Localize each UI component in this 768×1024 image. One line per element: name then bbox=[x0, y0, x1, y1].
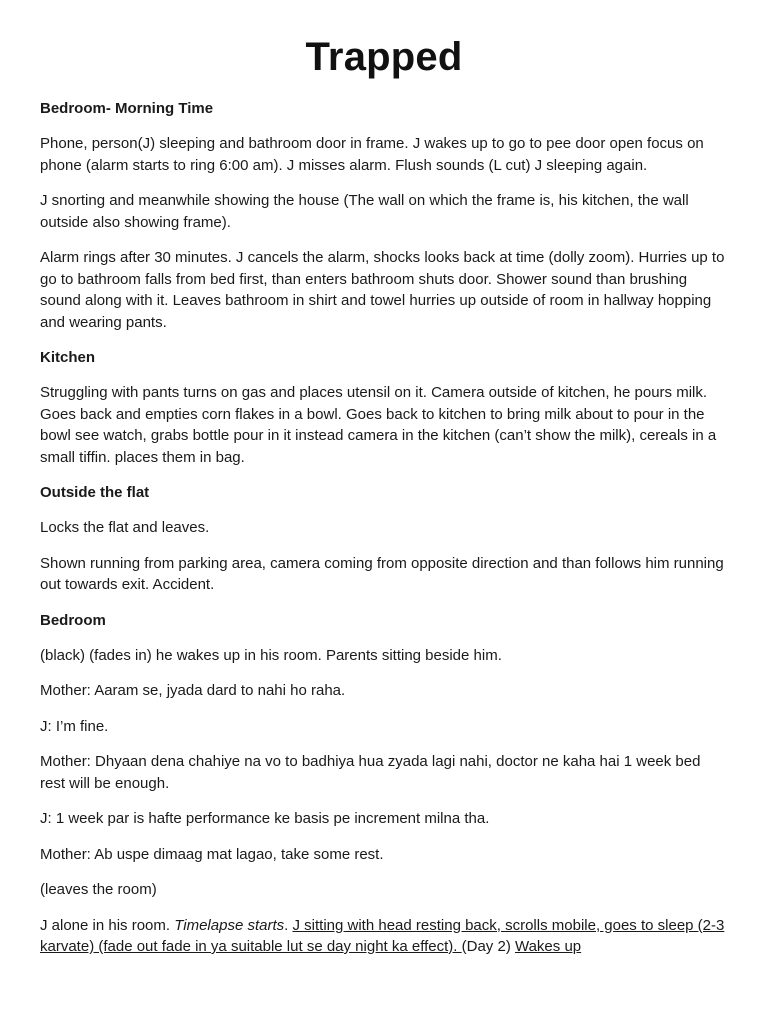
paragraph-6: Shown running from parking area, camera coming from opposite direction and than follows him running out towards exit. Accident. bbox=[40, 554, 724, 593]
scene-heading-outside-flat: Outside the flat bbox=[40, 484, 150, 501]
dialogue-mother-2: Mother: Dhyaan dena chahiye na vo to badhiya hua zyada lagi nahi, doctor ne kaha hai 1 week bed rest will be enough. bbox=[40, 753, 701, 792]
last-text-underlined-2: Wakes up bbox=[514, 938, 582, 955]
last-text-1: J alone in his room. bbox=[40, 916, 175, 934]
paragraph-5: Locks the flat and leaves. bbox=[40, 519, 210, 536]
paragraph-7: (black) (fades in) he wakes up in his room. Parents sitting beside him. bbox=[40, 646, 502, 664]
paragraph-last bbox=[40, 915, 728, 958]
paragraph-1: Phone, person(J) sleeping and bathroom door in frame. J wakes up to go to pee door open focus on phone (alarm starts to ring 6:00 am). J misses alarm. Flush sounds (L cut) J sleeping again. bbox=[40, 135, 704, 174]
stage-direction-leaves: (leaves the room) bbox=[40, 881, 157, 898]
paragraph-3: Alarm rings after 30 minutes. J cancels the alarm, shocks looks back at time (dolly zoom). Hurries up to go to bathroom falls from bed first, than enters bathroom shuts door. Shower sound than brushing sound along with it. Leaves bathroom in shirt and towel hurries up outside of room in hallway hopping and wearing pants. bbox=[40, 249, 725, 331]
paragraph-2: J snorting and meanwhile showing the house (The wall on which the frame is, his kitchen, the wall outside also showing frame). bbox=[40, 192, 689, 231]
scene-heading-bedroom-morning: Bedroom- Morning Time bbox=[40, 100, 214, 117]
dialogue-mother-3: Mother: Ab uspe dimaag mat lagao, take some rest. bbox=[40, 845, 384, 863]
dialogue-mother-1: Mother: Aaram se, jyada dard to nahi ho raha. bbox=[40, 682, 346, 699]
dialogue-j-1: J: I’m fine. bbox=[40, 717, 109, 735]
dialogue-j-2: J: 1 week par is hafte performance ke basis pe increment milna tha. bbox=[40, 810, 490, 827]
scene-heading-bedroom: Bedroom bbox=[40, 611, 106, 629]
last-text-underlined-1: J sitting with head resting back, scrolls mobile, goes to sleep (2-3 karvate) (fade out fade in ya suitable lut se day night ka effect). bbox=[40, 916, 725, 955]
scene-heading-kitchen: Kitchen bbox=[40, 349, 96, 366]
last-text-2: . bbox=[284, 916, 293, 934]
document-title: Trapped bbox=[305, 35, 463, 79]
last-text-italic: Timelapse starts bbox=[174, 916, 285, 934]
last-text-3: (Day 2) bbox=[461, 938, 515, 955]
paragraph-4: Struggling with pants turns on gas and places utensil on it. Camera outside of kitchen, he pours milk. Goes back and empties corn flakes in a bowl. Goes back to kitchen to bring milk about to pour in the bowl see watch, grabs bottle pour in it instead camera in the kitchen (can’t show the milk), cereals in a small tiffin. places them in bag. bbox=[40, 384, 717, 466]
